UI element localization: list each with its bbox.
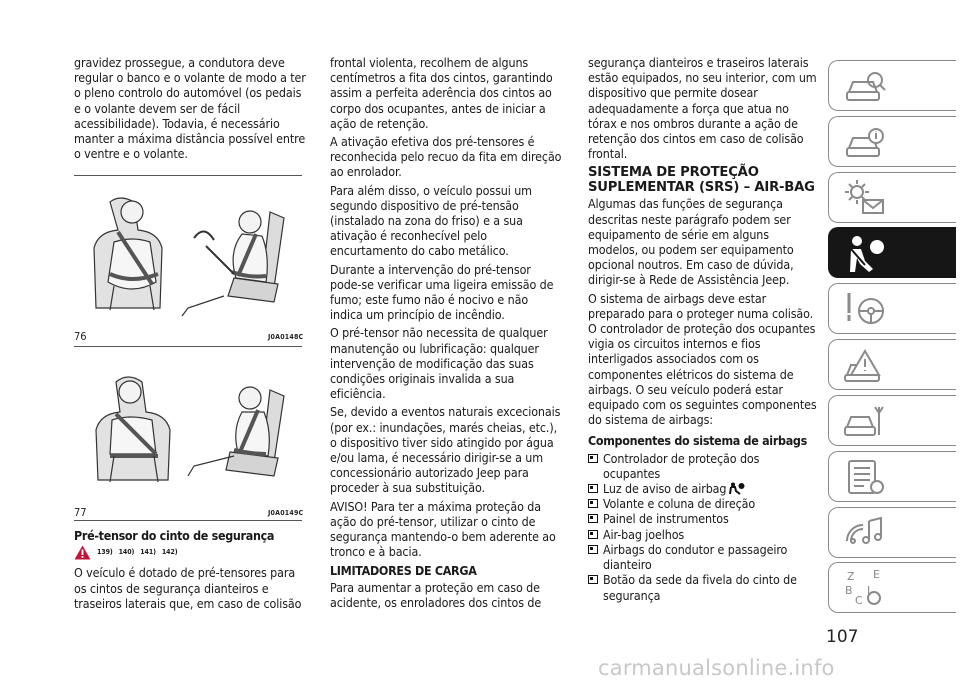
list-item: Volante e coluna de direção (588, 496, 818, 511)
warning-triangle-car-icon (843, 345, 887, 385)
data-sheet-icon (843, 457, 887, 497)
srs-heading (588, 165, 818, 195)
list-item: Airbags do condutor e passageiro dianteiro (588, 542, 818, 572)
figure-76-code: J0A0148C (268, 333, 304, 341)
bullet-icon (588, 530, 598, 539)
list-item: Controlador de proteção dos ocupantes (588, 451, 818, 481)
warning-references (74, 545, 306, 560)
steering-wheel-key-icon (843, 289, 887, 329)
svg-text:B: B (845, 583, 853, 597)
seatbelt-airbag-icon (843, 233, 887, 273)
multimedia-icon (843, 513, 887, 553)
tab-dashboard[interactable] (828, 60, 956, 111)
col3-paragraph-3: O sistema de airbags deve estar preparado para o proteger numa colisão. O controlador de proteção dos ocupantes vigia os circuitos internos e fios interligados associados com os componentes elétricos do sistema de airbags. O seu veículo poderá estar equipado com os seguintes componentes do sistema de airbags: (588, 290, 817, 428)
tab-technical-data[interactable] (828, 451, 956, 502)
list-item: Painel de instrumentos (588, 511, 818, 526)
airbag-warning-light-icon (729, 482, 745, 495)
col2-paragraph-7: AVISO! Para ter a máxima proteção da ação do pré-tensor, utilizar o cinto de segurança mantendo-o bem aderente ao tronco e à bacia. (330, 498, 556, 560)
car-info-icon (843, 122, 887, 162)
column-2 (330, 55, 564, 613)
car-dashboard-icon (843, 66, 887, 106)
figure-76-number: 76 (74, 330, 87, 343)
figure-77-code: J0A0149C (268, 509, 304, 517)
column-3 (588, 55, 818, 603)
col2-paragraph-6: Se, devido a eventos naturais excecionais (por ex.: inundações, marés cheias, etc.), o dispositivo tiver sido atingido por água e/ou lama, é necessário dirigir-se a um concessionário autorizado Jeep para proceder à sua substituição. (330, 404, 561, 496)
tab-emergency[interactable] (828, 339, 956, 390)
col2-paragraph-5: O pré-tensor não necessita de qualquer manutenção ou lubrificação: qualquer intervenção de modificação das suas condições originais invalida a sua eficiência. (330, 325, 548, 402)
tab-multimedia[interactable] (828, 507, 956, 558)
components-heading: Componentes do sistema de airbags (588, 433, 807, 449)
ref-140[interactable]: 140) (118, 548, 135, 557)
intro-paragraph: gravidez prossegue, a condutora deve regular o banco e o volante de modo a ter o pleno controlo do automóvel (os pedais e o volante devem ser de fácil acessibilidade). Todavia, é necessário manter a máxima distância possível entre o ventre e o volante. (74, 55, 306, 162)
figure-77-rule (74, 520, 302, 521)
col3-paragraph-2: Algumas das funções de segurança descritas neste parágrafo podem ser equipamento de série em alguns modelos, ou podem ser equipamento opcional noutros. Em caso de dúvida, dirigir-se à Rede de Assistência Jeep. (588, 196, 794, 288)
warning-triangle-icon (74, 545, 91, 560)
svg-text:E: E (873, 567, 880, 581)
tab-lights[interactable] (828, 172, 956, 223)
ref-142[interactable]: 142) (161, 548, 178, 557)
svg-text:I: I (867, 583, 871, 597)
components-list (588, 451, 818, 603)
car-tools-icon (843, 401, 887, 441)
srs-heading-line-2: SUPLEMENTAR (SRS) – AIR-BAG (588, 180, 815, 196)
bullet-icon (588, 545, 598, 554)
tab-vehicle-info[interactable] (828, 116, 956, 167)
bullet-icon (588, 575, 598, 584)
figure-77-number: 77 (74, 506, 87, 519)
bullet-icon (588, 454, 598, 463)
load-limiters-heading: LIMITADORES DE CARGA (330, 562, 477, 578)
tab-maintenance[interactable] (828, 395, 956, 446)
svg-text:Z: Z (847, 569, 855, 583)
figure-77 (74, 360, 302, 492)
tab-safety[interactable] (828, 227, 956, 278)
adult-seatbelt-illustration (74, 360, 302, 492)
pregnant-seatbelt-illustration (74, 182, 302, 322)
list-item: Air-bag joelhos (588, 527, 818, 542)
srs-heading-line-1: SISTEMA DE PROTEÇÃO (588, 165, 759, 181)
list-item: Botão da sede da fivela do cinto de segurança (588, 572, 818, 602)
bullet-icon (588, 484, 598, 493)
svg-text:C: C (855, 593, 863, 607)
col3-paragraph-1: segurança dianteiros e traseiros laterais estão equipados, no seu interior, com um dispositivo que permite dosear adequadamente a força que atua no tórax e nos ombros durante a ação de retenção dos cintos em caso de colisão frontal. (588, 55, 817, 162)
col2-paragraph-3: Para além disso, o veículo possui um segundo dispositivo de pré-tensão (instalado na zona do friso) e a sua ativação é reconhecível pelo encurtamento do cabo metálico. (330, 182, 532, 259)
index-letters-icon (843, 568, 887, 608)
light-envelope-icon (843, 178, 887, 218)
col2-paragraph-2: A ativação efetiva dos pré-tensores é reconhecida pelo recuo da fita em direção ao enrolador. (330, 134, 562, 180)
page-number: 107 (826, 627, 859, 647)
watermark: carmanualsonline.info (598, 656, 835, 680)
figure-top-rule (74, 175, 302, 176)
figure-76-rule (74, 346, 302, 347)
col2-paragraph-8: Para aumentar a proteção em caso de acidente, os enroladores dos cintos de (330, 579, 542, 610)
tab-starting-driving[interactable] (828, 283, 956, 334)
list-item: Luz de aviso de airbag (588, 481, 818, 496)
pretensor-section (74, 526, 306, 614)
bullet-icon (588, 514, 598, 523)
pretensor-paragraph: O veículo é dotado de pré-tensores para os cintos de segurança dianteiros e traseiros laterais que, em caso de colisão (74, 565, 302, 611)
tab-index[interactable] (828, 562, 956, 613)
column-1 (74, 55, 306, 164)
figure-76 (74, 182, 302, 322)
pretensor-heading: Pré-tensor do cinto de segurança (74, 528, 275, 543)
col2-paragraph-4: Durante a intervenção do pré-tensor pode-se verificar uma ligeira emissão de fumo; este fumo não é nocivo e não indica um princípio de incêndio. (330, 261, 554, 323)
ref-141[interactable]: 141) (140, 548, 156, 557)
bullet-icon (588, 499, 598, 508)
ref-139[interactable]: 139) (97, 548, 113, 557)
col2-paragraph-1: frontal violenta, recolhem de alguns centímetros a fita dos cintos, garantindo assim a perfeita aderência dos cintos ao corpo dos ocupantes, antes de iniciar a ação de retenção. (330, 55, 553, 131)
